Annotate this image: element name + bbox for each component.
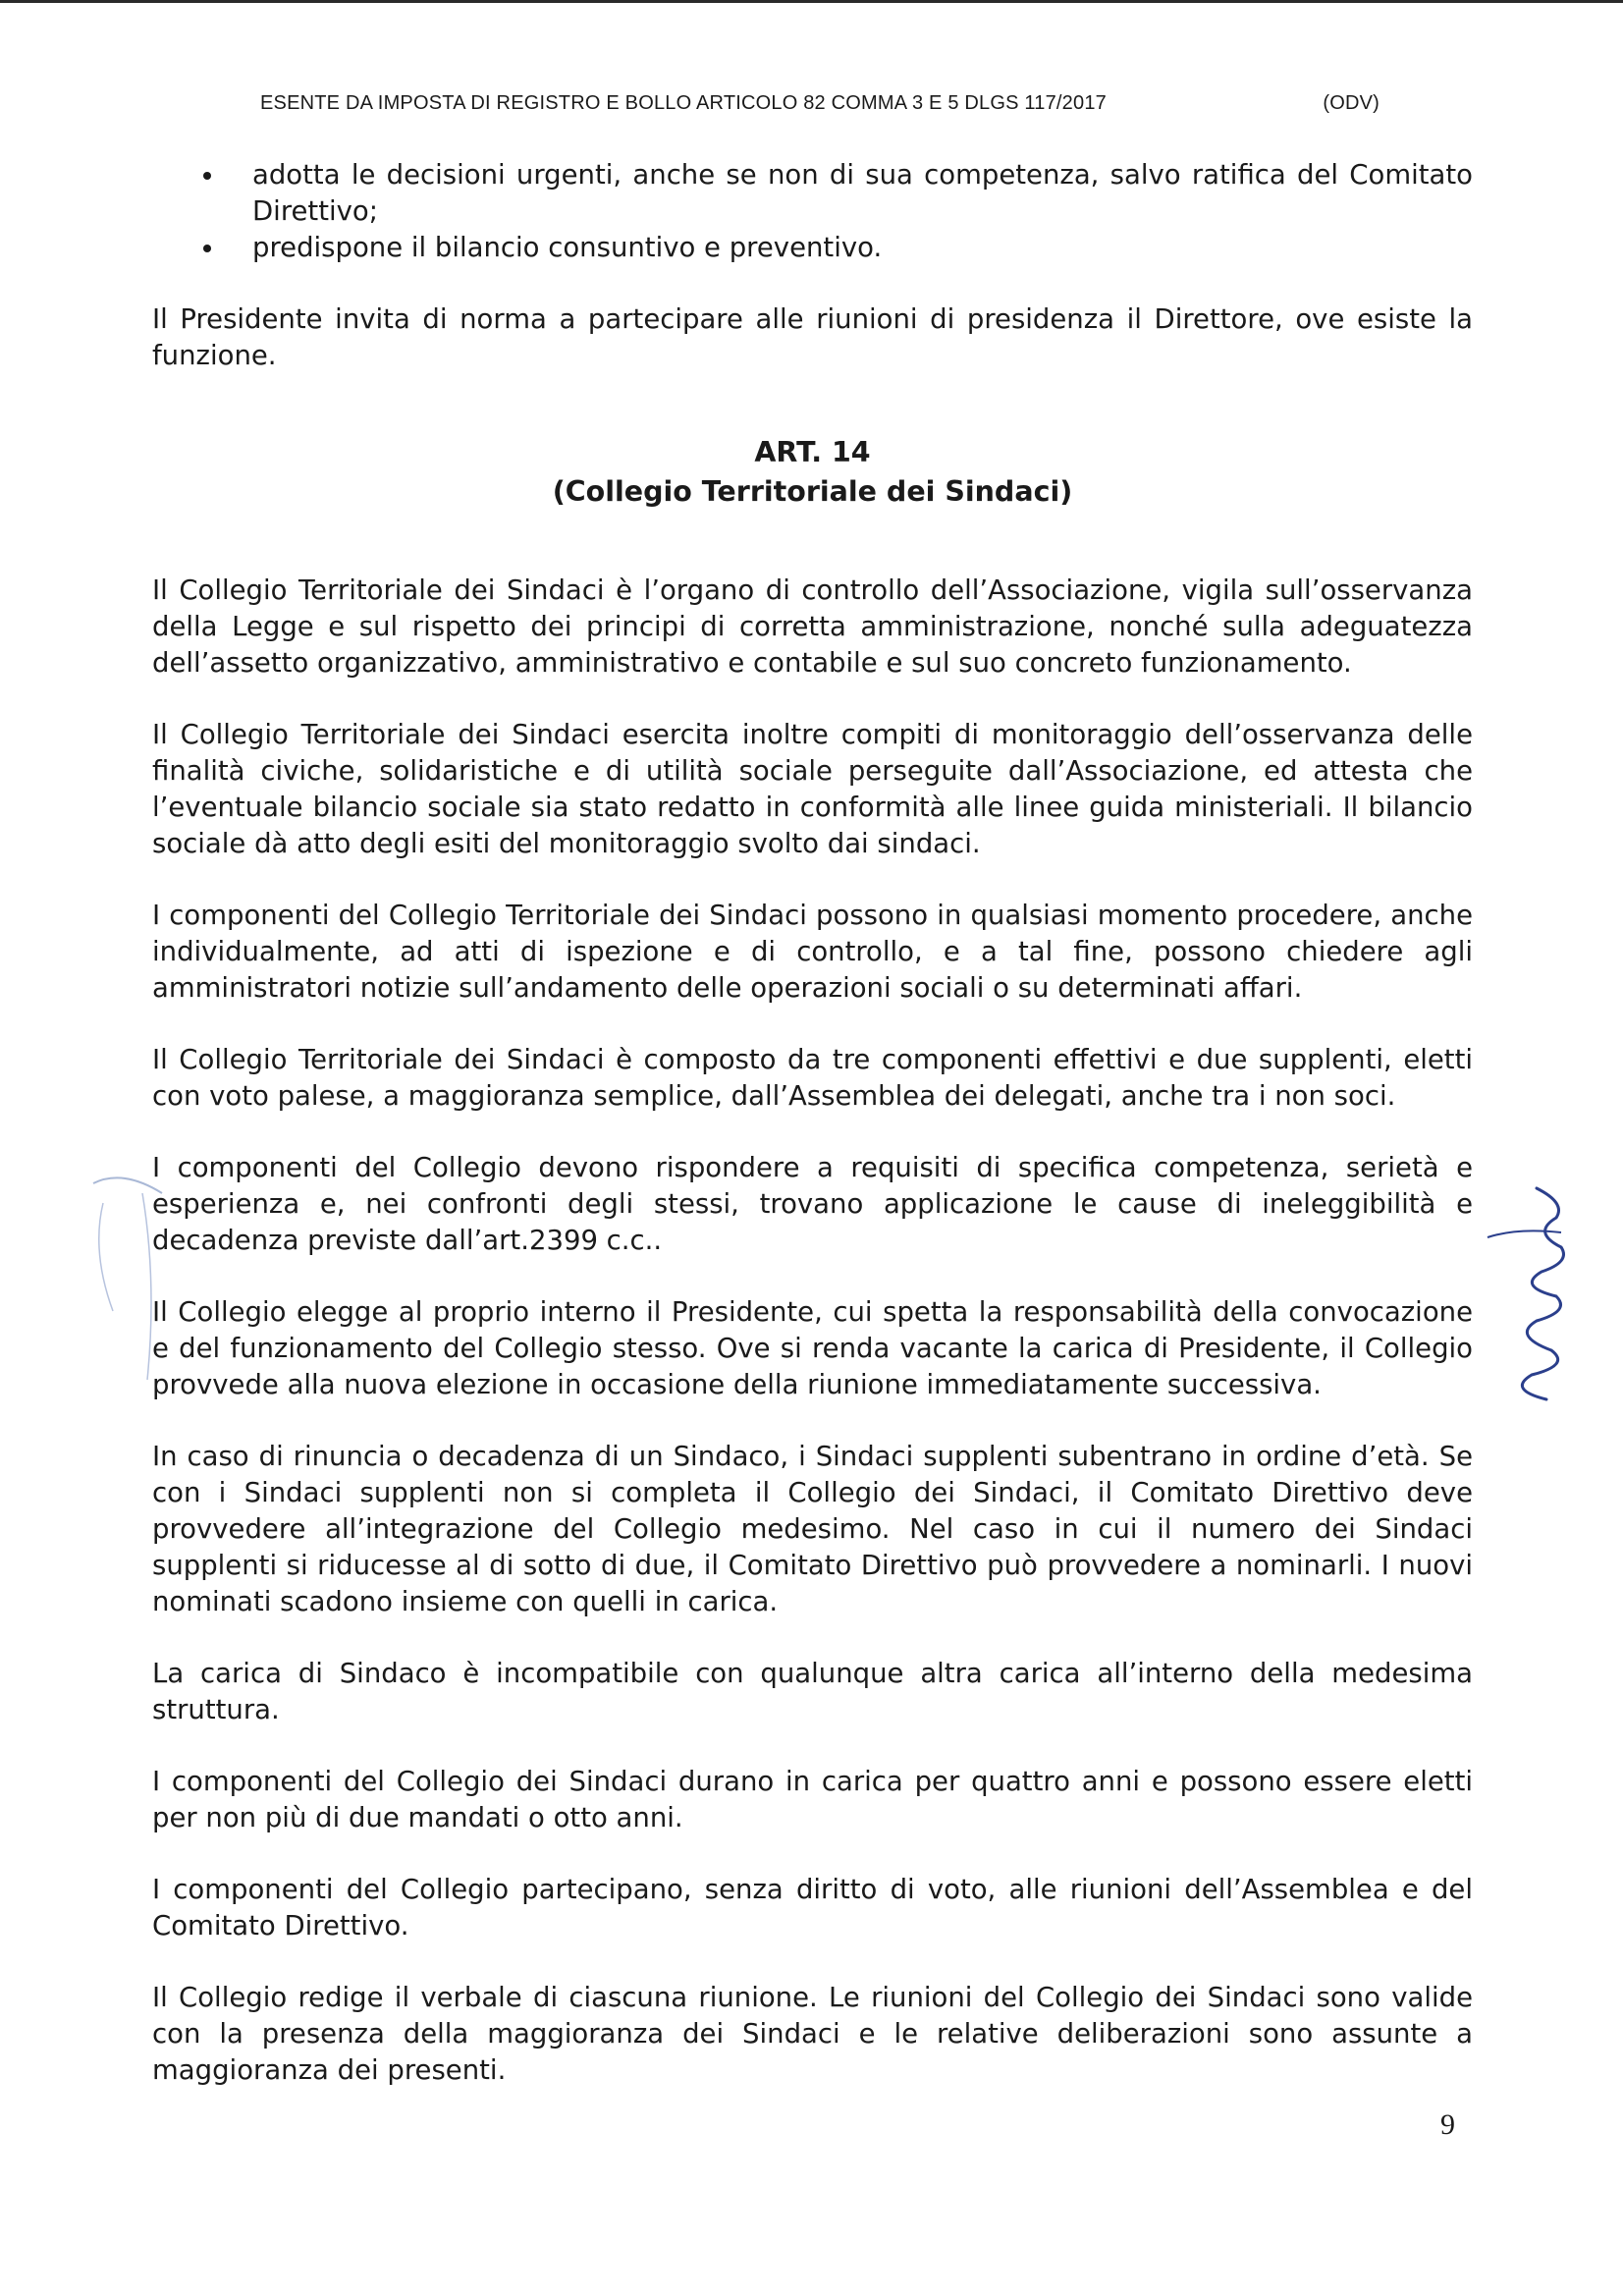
bullet-item <box>152 157 1473 230</box>
bullet-dot-icon <box>203 245 211 252</box>
faint-stamp-icon <box>83 1164 191 1390</box>
paragraph: Il Collegio Territoriale dei Sindaci esercita inoltre compiti di monitoraggio dell’osservanza delle finalità civiche, solidaristiche e di utilità sociale perseguite dall’Associazione, ed attesta che l’eventuale bilancio sociale sia stato redatto in conformità alle linee guida ministeriali. Il bilancio sociale dà atto degli esiti del monitoraggio svolto dai sindaci. <box>152 719 1473 859</box>
handwritten-signature-icon <box>1478 1178 1571 1414</box>
paragraph: I componenti del Collegio devono rispondere a requisiti di specifica competenza, serietà e esperienza e, nei confronti degli stessi, trovano applicazione le cause di ineleggibilità e decadenza previste dall’art.2399 c.c.. <box>152 1152 1473 1256</box>
bullet-text: adotta le decisioni urgenti, anche se non di sua competenza, salvo ratifica del Comitato Direttivo; <box>252 159 1473 227</box>
bullet-text: predispone il bilancio consuntivo e preventivo. <box>252 232 883 263</box>
top-border-rule <box>0 0 1623 3</box>
header-exemption-text: ESENTE DA IMPOSTA DI REGISTRO E BOLLO ARTICOLO 82 COMMA 3 E 5 DLGS 117/2017 <box>260 92 1107 114</box>
paragraph: In caso di rinuncia o decadenza di un Sindaco, i Sindaci supplenti subentrano in ordine d’età. Se con i Sindaci supplenti non si completa il Collegio dei Sindaci, il Comitato Direttivo deve provvedere all’integrazione del Collegio medesimo. Nel caso in cui il numero dei Sindaci supplenti si riducesse al di sotto di due, il Comitato Direttivo può provvedere a nominarli. I nuovi nominati scadono insieme con quelli in carica. <box>152 1441 1473 1617</box>
paragraph: I componenti del Collegio Territoriale dei Sindaci possono in qualsiasi momento procedere, anche individualmente, ad atti di ispezione e di controllo, e a tal fine, possono chiedere agli amministratori notizie sull’andamento delle operazioni sociali o su determinati affari. <box>152 900 1473 1004</box>
article-number: ART. 14 <box>754 436 871 468</box>
bullet-list <box>152 157 1473 266</box>
page-number: 9 <box>1440 2108 1455 2141</box>
paragraph: La carica di Sindaco è incompatibile con qualunque altra carica all’interno della medesima struttura. <box>152 1658 1473 1725</box>
document-body <box>152 157 1473 2089</box>
paragraph: Il Collegio elegge al proprio interno il Presidente, cui spetta la responsabilità della convocazione e del funzionamento del Collegio stesso. Ove si renda vacante la carica di Presidente, il Collegio provvede alla nuova elezione in occasione della riunione immediatamente successiva. <box>152 1296 1473 1400</box>
paragraph: Il Collegio Territoriale dei Sindaci è l’organo di controllo dell’Associazione, vigila sull’osservanza della Legge e sul rispetto dei principi di corretta amministrazione, nonché sulla adeguatezza dell’assetto organizzativo, amministrativo e contabile e sul suo concreto funzionamento. <box>152 574 1473 679</box>
bullet-dot-icon <box>203 172 211 180</box>
page-header <box>260 92 1380 115</box>
header-odv-label: (ODV) <box>1323 92 1380 114</box>
paragraph: Il Collegio redige il verbale di ciascuna riunione. Le riunioni del Collegio dei Sindaci sono valide con la presenza della maggioranza dei Sindaci e le relative deliberazioni sono assunte a maggioranza dei presenti. <box>152 1982 1473 2086</box>
bullet-item <box>152 230 1473 266</box>
paragraph: I componenti del Collegio dei Sindaci durano in carica per quattro anni e possono essere eletti per non più di due mandati o otto anni. <box>152 1766 1473 1833</box>
paragraph: I componenti del Collegio partecipano, senza diritto di voto, alle riunioni dell’Assemblea e del Comitato Direttivo. <box>152 1874 1473 1941</box>
intro-paragraph: Il Presidente invita di norma a partecipare alle riunioni di presidenza il Direttore, ove esiste la funzione. <box>152 303 1473 371</box>
article-subtitle: (Collegio Territoriale dei Sindaci) <box>552 475 1073 508</box>
article-title <box>152 433 1473 512</box>
paragraph: Il Collegio Territoriale dei Sindaci è composto da tre componenti effettivi e due supplenti, eletti con voto palese, a maggioranza semplice, dall’Assemblea dei delegati, anche tra i non soci. <box>152 1044 1473 1112</box>
